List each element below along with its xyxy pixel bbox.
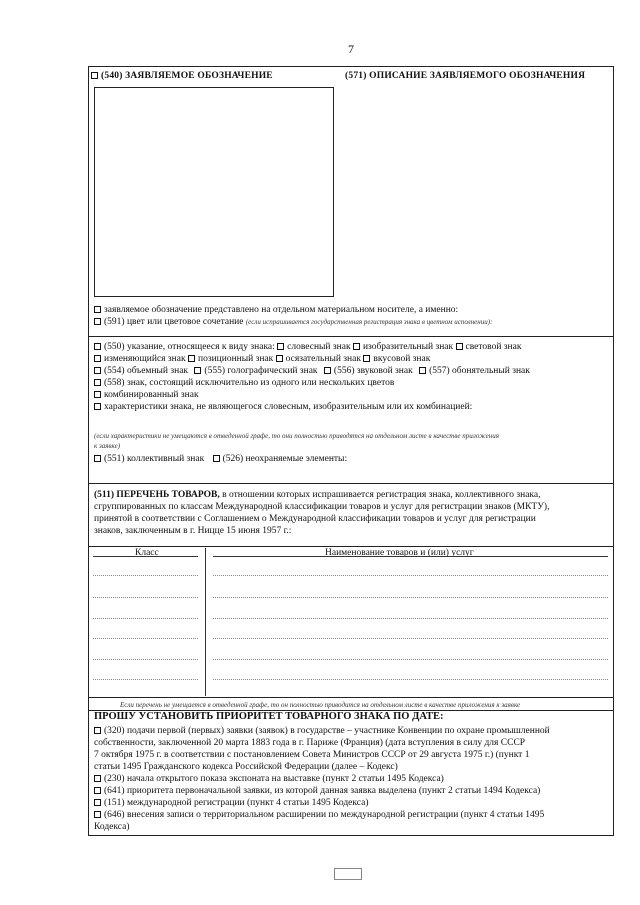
section-511-line4: знаков, заключенным в г. Ницце 15 июня 1957 г.:	[94, 526, 292, 536]
checkbox-551[interactable]	[94, 455, 101, 462]
carrier-label: заявляемое обозначение представлено на отдельном материальном носителе, а именно:	[104, 305, 459, 315]
checkbox-light[interactable]	[456, 343, 463, 350]
checkbox-558[interactable]	[94, 379, 101, 386]
type-changing: изменяющийся знак	[104, 354, 186, 364]
type-verbal: словесный знак	[287, 342, 351, 352]
type-tactile: осязательный знак	[285, 354, 361, 364]
section-511-line2: сгруппированных по классам Международной классификации товаров и услуг для регистрации знаков (МКТУ),	[94, 502, 550, 512]
type-characteristics: характеристики знака, не являющегося словесным, изобразительным или их комбинацией:	[104, 402, 473, 412]
color-label: (591) цвет или цветовое сочетание	[104, 317, 244, 327]
class-line-3[interactable]	[93, 618, 198, 619]
checkbox-320[interactable]	[94, 727, 101, 734]
class-line-5[interactable]	[93, 659, 198, 660]
priority-title: ПРОШУ УСТАНОВИТЬ ПРИОРИТЕТ ТОВАРНОГО ЗНАКА ПО ДАТЕ:	[94, 711, 444, 722]
priority-646	[94, 809, 544, 833]
goods-line-5[interactable]	[213, 659, 608, 660]
checkbox-540[interactable]	[91, 72, 98, 79]
color-note: (если испрашивается государственная регистрация знака в цветном исполнении):	[245, 318, 493, 326]
section-571-title: (571) ОПИСАНИЕ ЗАЯВЛЯЕМОГО ОБОЗНАЧЕНИЯ	[345, 71, 586, 81]
type-holographic: (555) голографический знак	[204, 366, 318, 376]
checkbox-591[interactable]	[94, 318, 101, 325]
goods-line-6[interactable]	[213, 679, 608, 680]
section-540-header	[91, 70, 273, 82]
priority-641	[94, 785, 540, 797]
section-511-line3: принятой в соответствии с Соглашением о Международной классификации товаров и услуг для регистрации	[94, 514, 536, 524]
page-number: 7	[348, 42, 354, 56]
priority-320-line4: статьи 1495 Гражданского кодекса Российской Федерации (далее – Кодекс)	[94, 762, 398, 772]
type-row-3	[94, 365, 530, 377]
priority-320-line3: 7 октября 1975 г. в соответствии с постановлением Совета Министров СССР от 29 августа 1975 г.) (пункт 1	[94, 750, 530, 760]
type-olfactory: (557) обонятельный знак	[429, 366, 530, 376]
section-511-text	[94, 489, 608, 537]
type-row-7	[94, 453, 347, 465]
checkbox-combined[interactable]	[94, 391, 101, 398]
goods-header-underline	[213, 556, 608, 557]
type-light: световой знак	[465, 342, 522, 352]
column-class-header: Класс	[135, 548, 159, 558]
priority-646-line1: (646) внесения записи о территориальном расширении по международной регистрации (пункт 4 статьи 1495	[104, 810, 545, 820]
checkbox-554[interactable]	[94, 367, 101, 374]
color-row	[94, 316, 492, 328]
priority-641-label: (641) приоритета первоначальной заявки, из которой данная заявка выделена (пункт 2 статьи 1494 Кодекса)	[104, 786, 541, 796]
mark-image-box[interactable]	[94, 87, 334, 297]
section-511-line1: в отношении которых испрашивается регистрация знака, коллективного знака,	[219, 490, 541, 500]
goods-line-4[interactable]	[213, 638, 608, 639]
priority-320-line1: (320) подачи первой (первых) заявки (заявок) в государстве – участнике Конвенции по охране промышленной	[104, 726, 550, 736]
priority-230-label: (230) начала открытого показа экспоната на выставке (пункт 2 статьи 1495 Кодекса)	[104, 774, 444, 784]
checkbox-230[interactable]	[94, 775, 101, 782]
checkbox-550[interactable]	[94, 343, 101, 350]
priority-151-label: (151) международной регистрации (пункт 4 статьи 1495 Кодекса)	[104, 798, 369, 808]
class-header-underline	[93, 556, 198, 557]
class-line-4[interactable]	[93, 638, 198, 639]
section-511-title: (511) ПЕРЕЧЕНЬ ТОВАРОВ,	[94, 490, 220, 500]
section-540-title: (540) ЗАЯВЛЯЕМОЕ ОБОЗНАЧЕНИЕ	[101, 71, 273, 81]
type-row-1	[94, 341, 521, 353]
divider-511	[88, 483, 614, 484]
checkbox-556[interactable]	[324, 367, 331, 374]
priority-320	[94, 725, 608, 773]
carrier-row	[94, 304, 458, 316]
checkbox-verbal[interactable]	[277, 343, 284, 350]
scan-artifact	[334, 868, 362, 880]
column-goods-header: Наименование товаров и (или) услуг	[325, 548, 474, 558]
goods-footnote: Если перечень не умещается в отведенной графе, то он полностью приводится на отдельном листе в качестве приложения к заявке	[120, 701, 521, 709]
type-row-4	[94, 377, 394, 389]
type-row-2	[94, 353, 430, 365]
checkbox-changing[interactable]	[94, 355, 101, 362]
goods-line-3[interactable]	[213, 618, 608, 619]
checkbox-carrier[interactable]	[94, 306, 101, 313]
characteristics-note-2: к заявке)	[94, 442, 121, 450]
priority-151	[94, 797, 368, 809]
divider-550	[88, 336, 614, 337]
checkbox-646[interactable]	[94, 811, 101, 818]
characteristics-note-1: (если характеристики не умещаются в отведенной графе, то они полностью приводятся на отдельном листе в качестве приложения	[94, 432, 499, 440]
table-column-separator	[205, 548, 206, 696]
table-bottom-border	[88, 697, 614, 698]
class-line-6[interactable]	[93, 679, 198, 680]
priority-230	[94, 773, 444, 785]
checkbox-characteristics[interactable]	[94, 403, 101, 410]
goods-line-1[interactable]	[213, 575, 608, 576]
checkbox-figurative[interactable]	[353, 343, 360, 350]
checkbox-526[interactable]	[213, 455, 220, 462]
type-figurative: изобразительный знак	[362, 342, 454, 352]
checkbox-557[interactable]	[419, 367, 426, 374]
type-intro: (550) указание, относящееся к виду знака:	[104, 342, 275, 352]
type-positional: позиционный знак	[197, 354, 274, 364]
class-line-2[interactable]	[93, 597, 198, 598]
priority-646-line2: Кодекса)	[94, 822, 130, 832]
checkbox-555[interactable]	[194, 367, 201, 374]
checkbox-positional[interactable]	[188, 355, 195, 362]
type-row-6	[94, 401, 472, 413]
type-combined: комбинированный знак	[104, 390, 199, 400]
type-sound: (556) звуковой знак	[333, 366, 413, 376]
type-unprotected: (526) неохраняемые элементы:	[222, 454, 348, 464]
type-colors-only: (558) знак, состоящий исключительно из одного или нескольких цветов	[104, 378, 395, 388]
type-row-5	[94, 389, 199, 401]
checkbox-tactile[interactable]	[276, 355, 283, 362]
checkbox-taste[interactable]	[363, 355, 370, 362]
goods-line-2[interactable]	[213, 597, 608, 598]
type-taste: вкусовой знак	[373, 354, 431, 364]
type-collective: (551) коллективный знак	[104, 454, 205, 464]
checkbox-151[interactable]	[94, 799, 101, 806]
type-volumetric: (554) объемный знак	[104, 366, 189, 376]
class-line-1[interactable]	[93, 575, 198, 576]
priority-320-line2: собственности, заключенной 20 марта 1883 года в г. Париже (Франция) (дата вступления в силу для СССР	[94, 738, 526, 748]
checkbox-641[interactable]	[94, 787, 101, 794]
